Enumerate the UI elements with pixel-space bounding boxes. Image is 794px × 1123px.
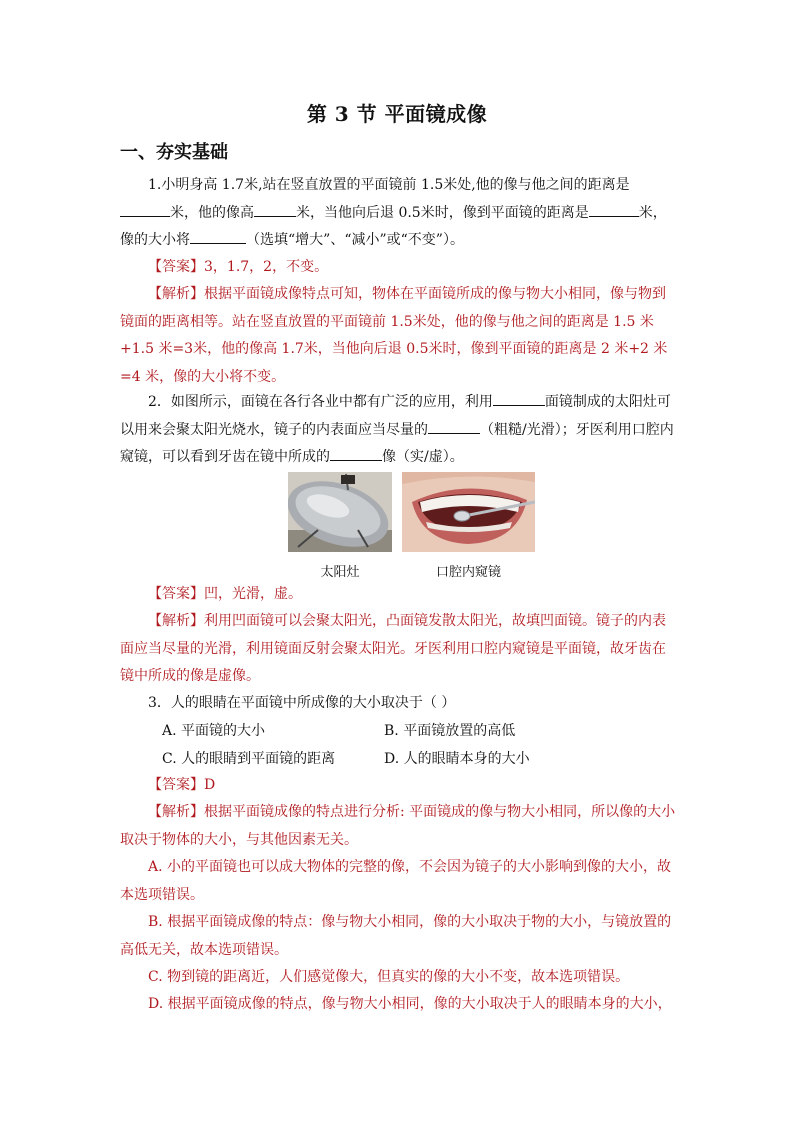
answer-text: D [204, 777, 216, 793]
image-caption-dental-mirror: 口腔内窥镜 [435, 565, 501, 580]
analysis-text: 利用凹面镜可以会聚太阳光，凸面镜发散太阳光，故填凹面镜。镜子的内表面应当尽量的光滑，利用镜面反射会聚太阳光。牙医利用口腔内窥镜是平面镜，故牙齿在镜中所成的像是虚像。 [120, 613, 666, 684]
answer-label: 【答案】 [148, 586, 204, 602]
answer-text: 凹，光滑，虚。 [204, 586, 302, 602]
answer-blank [330, 446, 382, 461]
image-caption-solar-cooker: 太阳灶 [320, 565, 360, 580]
option-d: D. 人的眼睛本身的大小 [384, 751, 530, 767]
answer-blank [120, 202, 170, 217]
answer-blank [190, 229, 246, 244]
answer-blank [493, 391, 545, 406]
dental-mirror-image [402, 472, 535, 552]
answer-blank [428, 419, 480, 434]
answer-blank [589, 202, 639, 217]
question-1-text-a: 1.小明身高 1.7米,站在竖直放置的平面镜前 1.5米处,他的像与他之间的距离是 [148, 177, 630, 193]
question-1 [120, 172, 676, 255]
answer-label: 【答案】 [148, 259, 204, 275]
question-2-text-a: 2．如图所示，面镜在各行各业中都有广泛的应用，利用 [148, 394, 493, 410]
question-3-analysis [120, 799, 676, 854]
question-3-answer [120, 772, 676, 800]
analysis-text: 根据平面镜成像特点可知，物体在平面镜所成的像与物大小相同，像与物到镜面的距离相等。站在竖直放置的平面镜前 1.5米处，他的像与他之间的距离是 1.5 米+1.5 米=3米，他的像高 1.7米，当他向后退 0.5米时，像到平面镜的距离是 2 米+2 米=4 米，像的大小将不变。 [120, 286, 668, 385]
question-1-answer [120, 254, 676, 282]
question-3-explain-c: C. 物到镜的距离近，人们感觉像大，但真实的像的大小不变，故本选项错误。 [148, 969, 630, 985]
question-2-answer [120, 581, 676, 609]
question-1-text-e: （选填“增大”、“减小”或“不变”）。 [246, 232, 464, 248]
question-3-explain-a: A. 小的平面镜也可以成大物体的完整的像，不会因为镜子的大小影响到像的大小，故本选项错误。 [120, 859, 672, 903]
option-c: C. 人的眼睛到平面镜的距离 [162, 751, 336, 767]
option-b: B. 平面镜放置的高低 [384, 723, 516, 739]
question-3-explain-b: B. 根据平面镜成像的特点：像与物大小相同，像的大小取决于物的大小，与镜放置的高低无关，故本选项错误。 [120, 914, 672, 958]
answer-blank [254, 202, 296, 217]
question-1-text-d: 米，像的大小将 [120, 204, 667, 248]
question-3-explain-d: D. 根据平面镜成像的特点，像与物大小相同，像的大小取决于人的眼睛本身的大小， [148, 996, 672, 1012]
section-heading: 一、夯实基础 [120, 142, 228, 163]
analysis-text: 根据平面镜成像的特点进行分析: 平面镜成的像与物大小相同，所以像的大小取决于物体的大小，与其他因素无关。 [120, 804, 676, 848]
question-3-stem: 3．人的眼睛在平面镜中所成像的大小取决于（ ） [148, 695, 456, 711]
page-title: 第 3 节 平面镜成像 [306, 102, 488, 126]
question-2-text-c: （粗糙/光滑）；牙医利用口腔内窥镜，可以看到牙齿在镜中所成的 [120, 421, 674, 465]
question-2-analysis [120, 608, 676, 691]
question-2-text-b: 面镜制成的太阳灶可以用来会聚太阳光烧水，镜子的内表面应当尽量的 [120, 394, 671, 438]
question-2 [120, 389, 676, 472]
option-a: A. 平面镜的大小 [162, 723, 266, 739]
answer-text: 3，1.7，2，不变。 [204, 259, 329, 275]
question-2-text-d: 像（实/虚）。 [382, 449, 464, 465]
analysis-label: 【解析】 [148, 804, 204, 820]
solar-cooker-image [288, 472, 392, 552]
analysis-label: 【解析】 [148, 613, 204, 629]
question-1-text-c: 米，当他向后退 0.5米时，像到平面镜的距离是 [296, 204, 589, 221]
analysis-label: 【解析】 [148, 286, 204, 302]
question-1-text-b: 米，他的像高 [170, 204, 254, 221]
answer-label: 【答案】 [148, 777, 204, 793]
question-1-analysis [120, 281, 676, 391]
